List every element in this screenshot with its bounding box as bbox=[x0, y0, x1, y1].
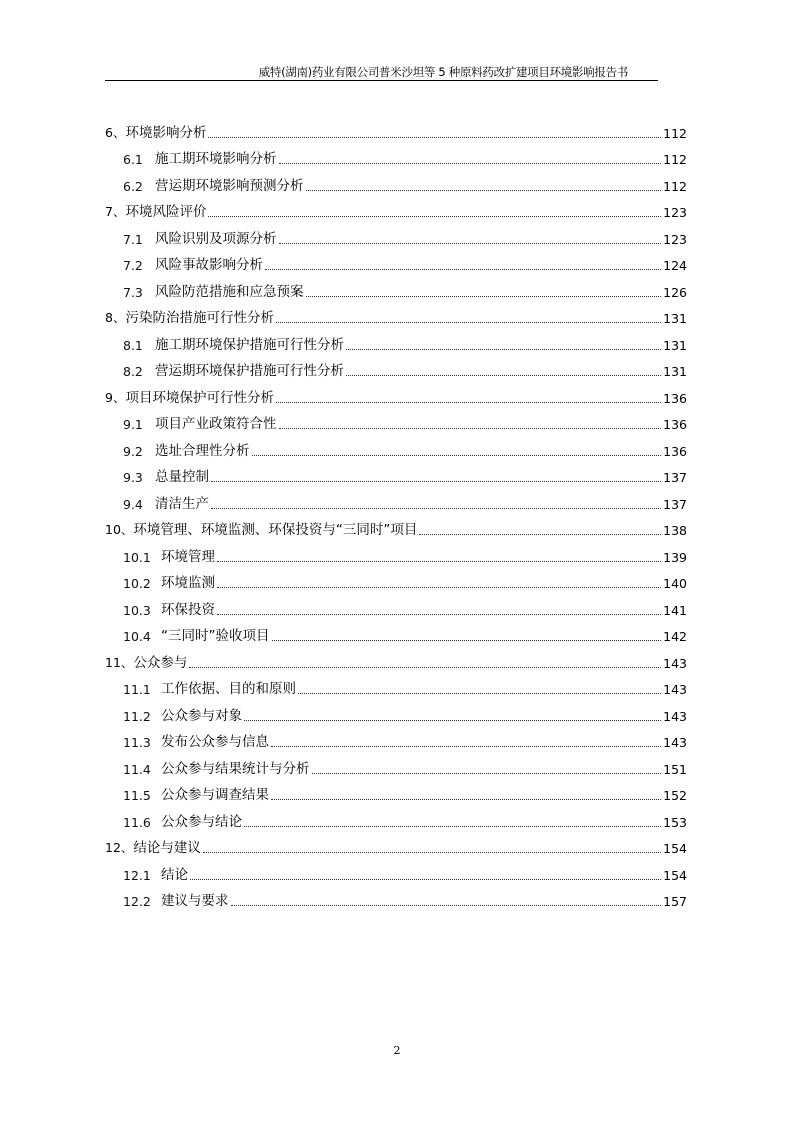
toc-entry-page: 152 bbox=[663, 788, 687, 803]
toc-entry-page: 112 bbox=[663, 125, 687, 141]
toc-dot-leader bbox=[265, 268, 661, 270]
toc-dot-leader bbox=[272, 639, 662, 641]
toc-entry-page: 143 bbox=[663, 735, 687, 750]
toc-entry-page: 138 bbox=[663, 523, 687, 538]
toc-entry-page: 139 bbox=[663, 549, 687, 565]
toc-dot-leader bbox=[208, 215, 661, 217]
toc-dot-leader bbox=[279, 427, 662, 429]
toc-entry[interactable] bbox=[105, 222, 687, 249]
toc-entry-title: 环境管理、环境监测、环保投资与“三同时”项目 bbox=[133, 522, 418, 538]
toc-entry-number: 9、 bbox=[105, 389, 126, 405]
toc-entry[interactable] bbox=[105, 514, 687, 541]
toc-entry-number: 7.2 bbox=[123, 258, 143, 273]
toc-entry-page: 153 bbox=[663, 814, 687, 830]
toc-entry-page: 143 bbox=[663, 708, 687, 724]
toc-dot-leader bbox=[276, 321, 661, 323]
toc-entry-title: 选址合理性分析 bbox=[155, 442, 250, 459]
toc-entry[interactable] bbox=[105, 116, 687, 143]
toc-dot-leader bbox=[252, 454, 662, 456]
toc-entry-number: 9.4 bbox=[123, 496, 143, 512]
toc-entry-number: 11、 bbox=[105, 654, 134, 670]
toc-entry-number: 6.1 bbox=[123, 152, 143, 167]
toc-entry[interactable] bbox=[105, 487, 687, 514]
toc-entry-title: 发布公众参与信息 bbox=[161, 734, 269, 750]
toc-dot-leader bbox=[312, 772, 662, 774]
toc-entry[interactable] bbox=[105, 726, 687, 753]
toc-dot-leader bbox=[271, 798, 661, 800]
toc-entry-number: 12.1 bbox=[123, 867, 151, 883]
toc-entry-number: 8.1 bbox=[123, 337, 143, 353]
toc-entry[interactable] bbox=[105, 461, 687, 488]
toc-dot-leader bbox=[298, 692, 661, 694]
toc-dot-leader bbox=[211, 480, 661, 482]
toc-dot-leader bbox=[271, 745, 661, 747]
toc-entry-title: 公众参与 bbox=[133, 654, 188, 671]
toc-dot-leader bbox=[306, 189, 662, 191]
toc-entry-title: 环境管理 bbox=[161, 548, 215, 565]
toc-entry-page: 131 bbox=[663, 311, 687, 326]
toc-entry[interactable] bbox=[105, 275, 687, 302]
toc-entry-title: 风险识别及项源分析 bbox=[155, 230, 277, 247]
toc-entry-title: 项目环境保护可行性分析 bbox=[125, 389, 274, 406]
toc-entry-title: 施工期环境保护措施可行性分析 bbox=[155, 336, 344, 353]
toc-entry-number: 11.4 bbox=[123, 761, 151, 777]
toc-dot-leader bbox=[231, 904, 662, 906]
toc-entry[interactable] bbox=[105, 805, 687, 832]
toc-dot-leader bbox=[190, 878, 661, 880]
toc-dot-leader bbox=[419, 533, 661, 535]
toc-entry-number: 12.2 bbox=[123, 894, 151, 909]
toc-entry-title: 公众参与结果统计与分析 bbox=[161, 760, 310, 777]
toc-entry-number: 8、 bbox=[105, 310, 126, 325]
toc-entry-number: 9.2 bbox=[123, 443, 143, 459]
toc-entry-number: 10.3 bbox=[123, 602, 151, 618]
toc-entry[interactable] bbox=[105, 355, 687, 382]
toc-entry-page: 137 bbox=[663, 470, 687, 485]
toc-entry-page: 136 bbox=[663, 417, 687, 432]
toc-entry[interactable] bbox=[105, 699, 687, 726]
page-number: 2 bbox=[393, 1044, 401, 1057]
toc-entry-title: 风险防范措施和应急预案 bbox=[155, 283, 304, 300]
toc-entry-title: 工作依据、目的和原则 bbox=[161, 681, 296, 697]
toc-dot-leader bbox=[217, 560, 661, 562]
toc-entry-page: 112 bbox=[663, 178, 687, 194]
toc-entry-number: 11.6 bbox=[123, 814, 151, 830]
toc-entry-number: 10.4 bbox=[123, 629, 151, 644]
toc-dot-leader bbox=[244, 719, 661, 721]
toc-entry-title: 结论与建议 bbox=[133, 840, 201, 856]
toc-entry-page: 143 bbox=[663, 655, 687, 671]
toc-entry-number: 10.1 bbox=[123, 549, 151, 565]
toc-entry-title: 公众参与对象 bbox=[161, 707, 242, 724]
toc-dot-leader bbox=[306, 295, 662, 297]
toc-entry-title: 项目产业政策符合性 bbox=[155, 416, 277, 432]
toc-dot-leader bbox=[279, 242, 662, 244]
toc-dot-leader bbox=[203, 851, 661, 853]
toc-entry-page: 136 bbox=[663, 390, 687, 406]
toc-entry[interactable] bbox=[105, 858, 687, 885]
toc-entry-title: 施工期环境影响分析 bbox=[155, 151, 277, 167]
toc-entry-number: 7.3 bbox=[123, 284, 143, 300]
toc-entry-page: 142 bbox=[663, 629, 687, 644]
toc-entry-title: 公众参与调查结果 bbox=[161, 787, 269, 803]
toc-entry[interactable] bbox=[105, 434, 687, 461]
toc-entry-number: 9.3 bbox=[123, 470, 143, 485]
toc-entry-title: 营运期环境保护措施可行性分析 bbox=[155, 363, 344, 379]
toc-entry-number: 10.2 bbox=[123, 576, 151, 591]
toc-entry-page: 140 bbox=[663, 576, 687, 591]
toc-dot-leader bbox=[217, 613, 661, 615]
toc-entry[interactable] bbox=[105, 540, 687, 567]
toc-entry-number: 6、 bbox=[105, 124, 126, 140]
toc-entry[interactable] bbox=[105, 593, 687, 620]
toc-entry-page: 137 bbox=[663, 496, 687, 512]
toc-entry[interactable] bbox=[105, 169, 687, 196]
toc-dot-leader bbox=[208, 136, 661, 138]
toc-entry-title: 环境监测 bbox=[161, 575, 215, 591]
toc-entry-page: 124 bbox=[663, 258, 687, 273]
toc-dot-leader bbox=[346, 348, 661, 350]
toc-entry-page: 157 bbox=[663, 894, 687, 909]
toc-dot-leader bbox=[279, 162, 662, 164]
toc-entry-page: 154 bbox=[663, 841, 687, 856]
toc-entry[interactable] bbox=[105, 646, 687, 673]
page-header bbox=[105, 62, 658, 81]
toc-dot-leader bbox=[244, 825, 661, 827]
toc-entry[interactable] bbox=[105, 832, 687, 859]
toc-entry[interactable] bbox=[105, 143, 687, 170]
toc-entry[interactable] bbox=[105, 302, 687, 329]
toc-entry[interactable] bbox=[105, 196, 687, 223]
toc-entry-title: “三同时”验收项目 bbox=[161, 628, 270, 644]
toc-entry-number: 11.5 bbox=[123, 788, 151, 803]
toc-entry-title: 环境影响分析 bbox=[125, 124, 207, 141]
toc-entry-number: 11.3 bbox=[123, 735, 151, 750]
toc-entry[interactable] bbox=[105, 752, 687, 779]
toc-entry-title: 总量控制 bbox=[155, 469, 209, 485]
toc-entry-page: 154 bbox=[663, 867, 687, 883]
toc-entry-title: 公众参与结论 bbox=[161, 813, 242, 830]
toc-entry-title: 环境风险评价 bbox=[125, 204, 207, 220]
toc-dot-leader bbox=[211, 507, 661, 509]
toc-entry-page: 131 bbox=[663, 364, 687, 379]
toc-entry-number: 9.1 bbox=[123, 417, 143, 432]
toc-entry-page: 123 bbox=[663, 231, 687, 247]
toc-entry[interactable] bbox=[105, 567, 687, 594]
toc-entry-number: 7、 bbox=[105, 204, 126, 219]
toc-entry-number: 11.1 bbox=[123, 682, 151, 697]
document-title: 威特(湖南)药业有限公司普米沙坦等 5 种原料药改扩建项目环境影响报告书 bbox=[258, 65, 628, 79]
toc-entry-title: 清洁生产 bbox=[155, 495, 209, 512]
toc-entry[interactable] bbox=[105, 779, 687, 806]
toc-entry-title: 风险事故影响分析 bbox=[155, 257, 263, 273]
toc-entry-page: 123 bbox=[663, 205, 687, 220]
toc-entry[interactable] bbox=[105, 885, 687, 912]
toc-dot-leader bbox=[189, 666, 661, 668]
toc-entry-page: 141 bbox=[663, 602, 687, 618]
toc-entry[interactable] bbox=[105, 408, 687, 435]
toc-entry-title: 结论 bbox=[161, 866, 188, 883]
toc-entry-page: 143 bbox=[663, 682, 687, 697]
toc-dot-leader bbox=[276, 401, 661, 403]
toc-entry-title: 环保投资 bbox=[161, 601, 215, 618]
toc-dot-leader bbox=[346, 374, 661, 376]
toc-entry-page: 112 bbox=[663, 152, 687, 167]
toc-entry[interactable] bbox=[105, 381, 687, 408]
toc-entry-number: 8.2 bbox=[123, 364, 143, 379]
toc-entry[interactable] bbox=[105, 673, 687, 700]
table-of-contents bbox=[105, 116, 687, 911]
toc-entry-page: 136 bbox=[663, 443, 687, 459]
toc-entry[interactable] bbox=[105, 620, 687, 647]
toc-entry[interactable] bbox=[105, 249, 687, 276]
toc-entry-number: 11.2 bbox=[123, 708, 151, 724]
toc-dot-leader bbox=[217, 586, 661, 588]
toc-entry-page: 126 bbox=[663, 284, 687, 300]
toc-entry-page: 131 bbox=[663, 337, 687, 353]
toc-entry-page: 151 bbox=[663, 761, 687, 777]
toc-entry-title: 污染防治措施可行性分析 bbox=[125, 310, 274, 326]
toc-entry-number: 12、 bbox=[105, 840, 134, 855]
toc-entry-number: 6.2 bbox=[123, 178, 143, 194]
toc-entry[interactable] bbox=[105, 328, 687, 355]
toc-entry-title: 建议与要求 bbox=[161, 893, 229, 909]
toc-entry-title: 营运期环境影响预测分析 bbox=[155, 177, 304, 194]
toc-entry-number: 7.1 bbox=[123, 231, 143, 247]
toc-entry-number: 10、 bbox=[105, 522, 134, 537]
